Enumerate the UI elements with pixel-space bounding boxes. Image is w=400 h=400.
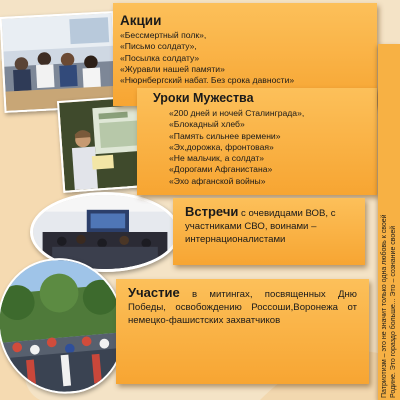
list-item: «Эхо афганской войны» [169, 175, 266, 186]
quote-line-1: Патриотизм – это не значит только одна любовь к своей [381, 214, 388, 398]
akcii-list [120, 30, 377, 86]
vstrechi-text: с очевидцами ВОВ, с участниками СВО, воинами – интернационалистами [185, 208, 336, 245]
uroki-card [137, 88, 377, 195]
list-item: «Не мальчик, а солдат» [169, 153, 265, 164]
uchastie-text: в митингах, посвященных Дню Победы, освобождению Россоши,Воронежа от немецко-фашистских захватчиков [128, 289, 357, 326]
list-item: «Эх,дорожка, фронтовая» [169, 141, 274, 152]
list-item: «200 дней и ночей Сталинграда», [169, 108, 305, 118]
uchastie-card [116, 279, 369, 384]
list-item: «Письмо солдату», [120, 41, 197, 52]
vstrechi-paragraph [185, 205, 355, 246]
list-item: «Нюрнбергский набат. Без срока давности» [120, 75, 295, 86]
list-item: «Блокадный хлеб» [169, 119, 245, 130]
vstrechi-title: Встречи [185, 204, 239, 219]
uroki-title: Уроки Мужества [153, 91, 254, 105]
quote-line-2: Родине. Это гораздо больше... Это – сознание своей [390, 225, 397, 398]
list-item: «Посылка солдату» [120, 52, 200, 63]
uchastie-paragraph [128, 286, 357, 327]
list-item: «Бессмертный полк», [120, 30, 207, 40]
list-item: «Память сильнее времени» [169, 130, 281, 141]
uroki-list [153, 108, 377, 187]
list-item: «Дорогами Афганистана» [169, 164, 273, 175]
akcii-title: Акции [120, 13, 162, 28]
vstrechi-card [173, 198, 365, 265]
list-item: «Журавли нашей памяти» [120, 63, 225, 74]
patriotism-quote [380, 46, 398, 398]
uchastie-title: Участие [128, 285, 180, 300]
